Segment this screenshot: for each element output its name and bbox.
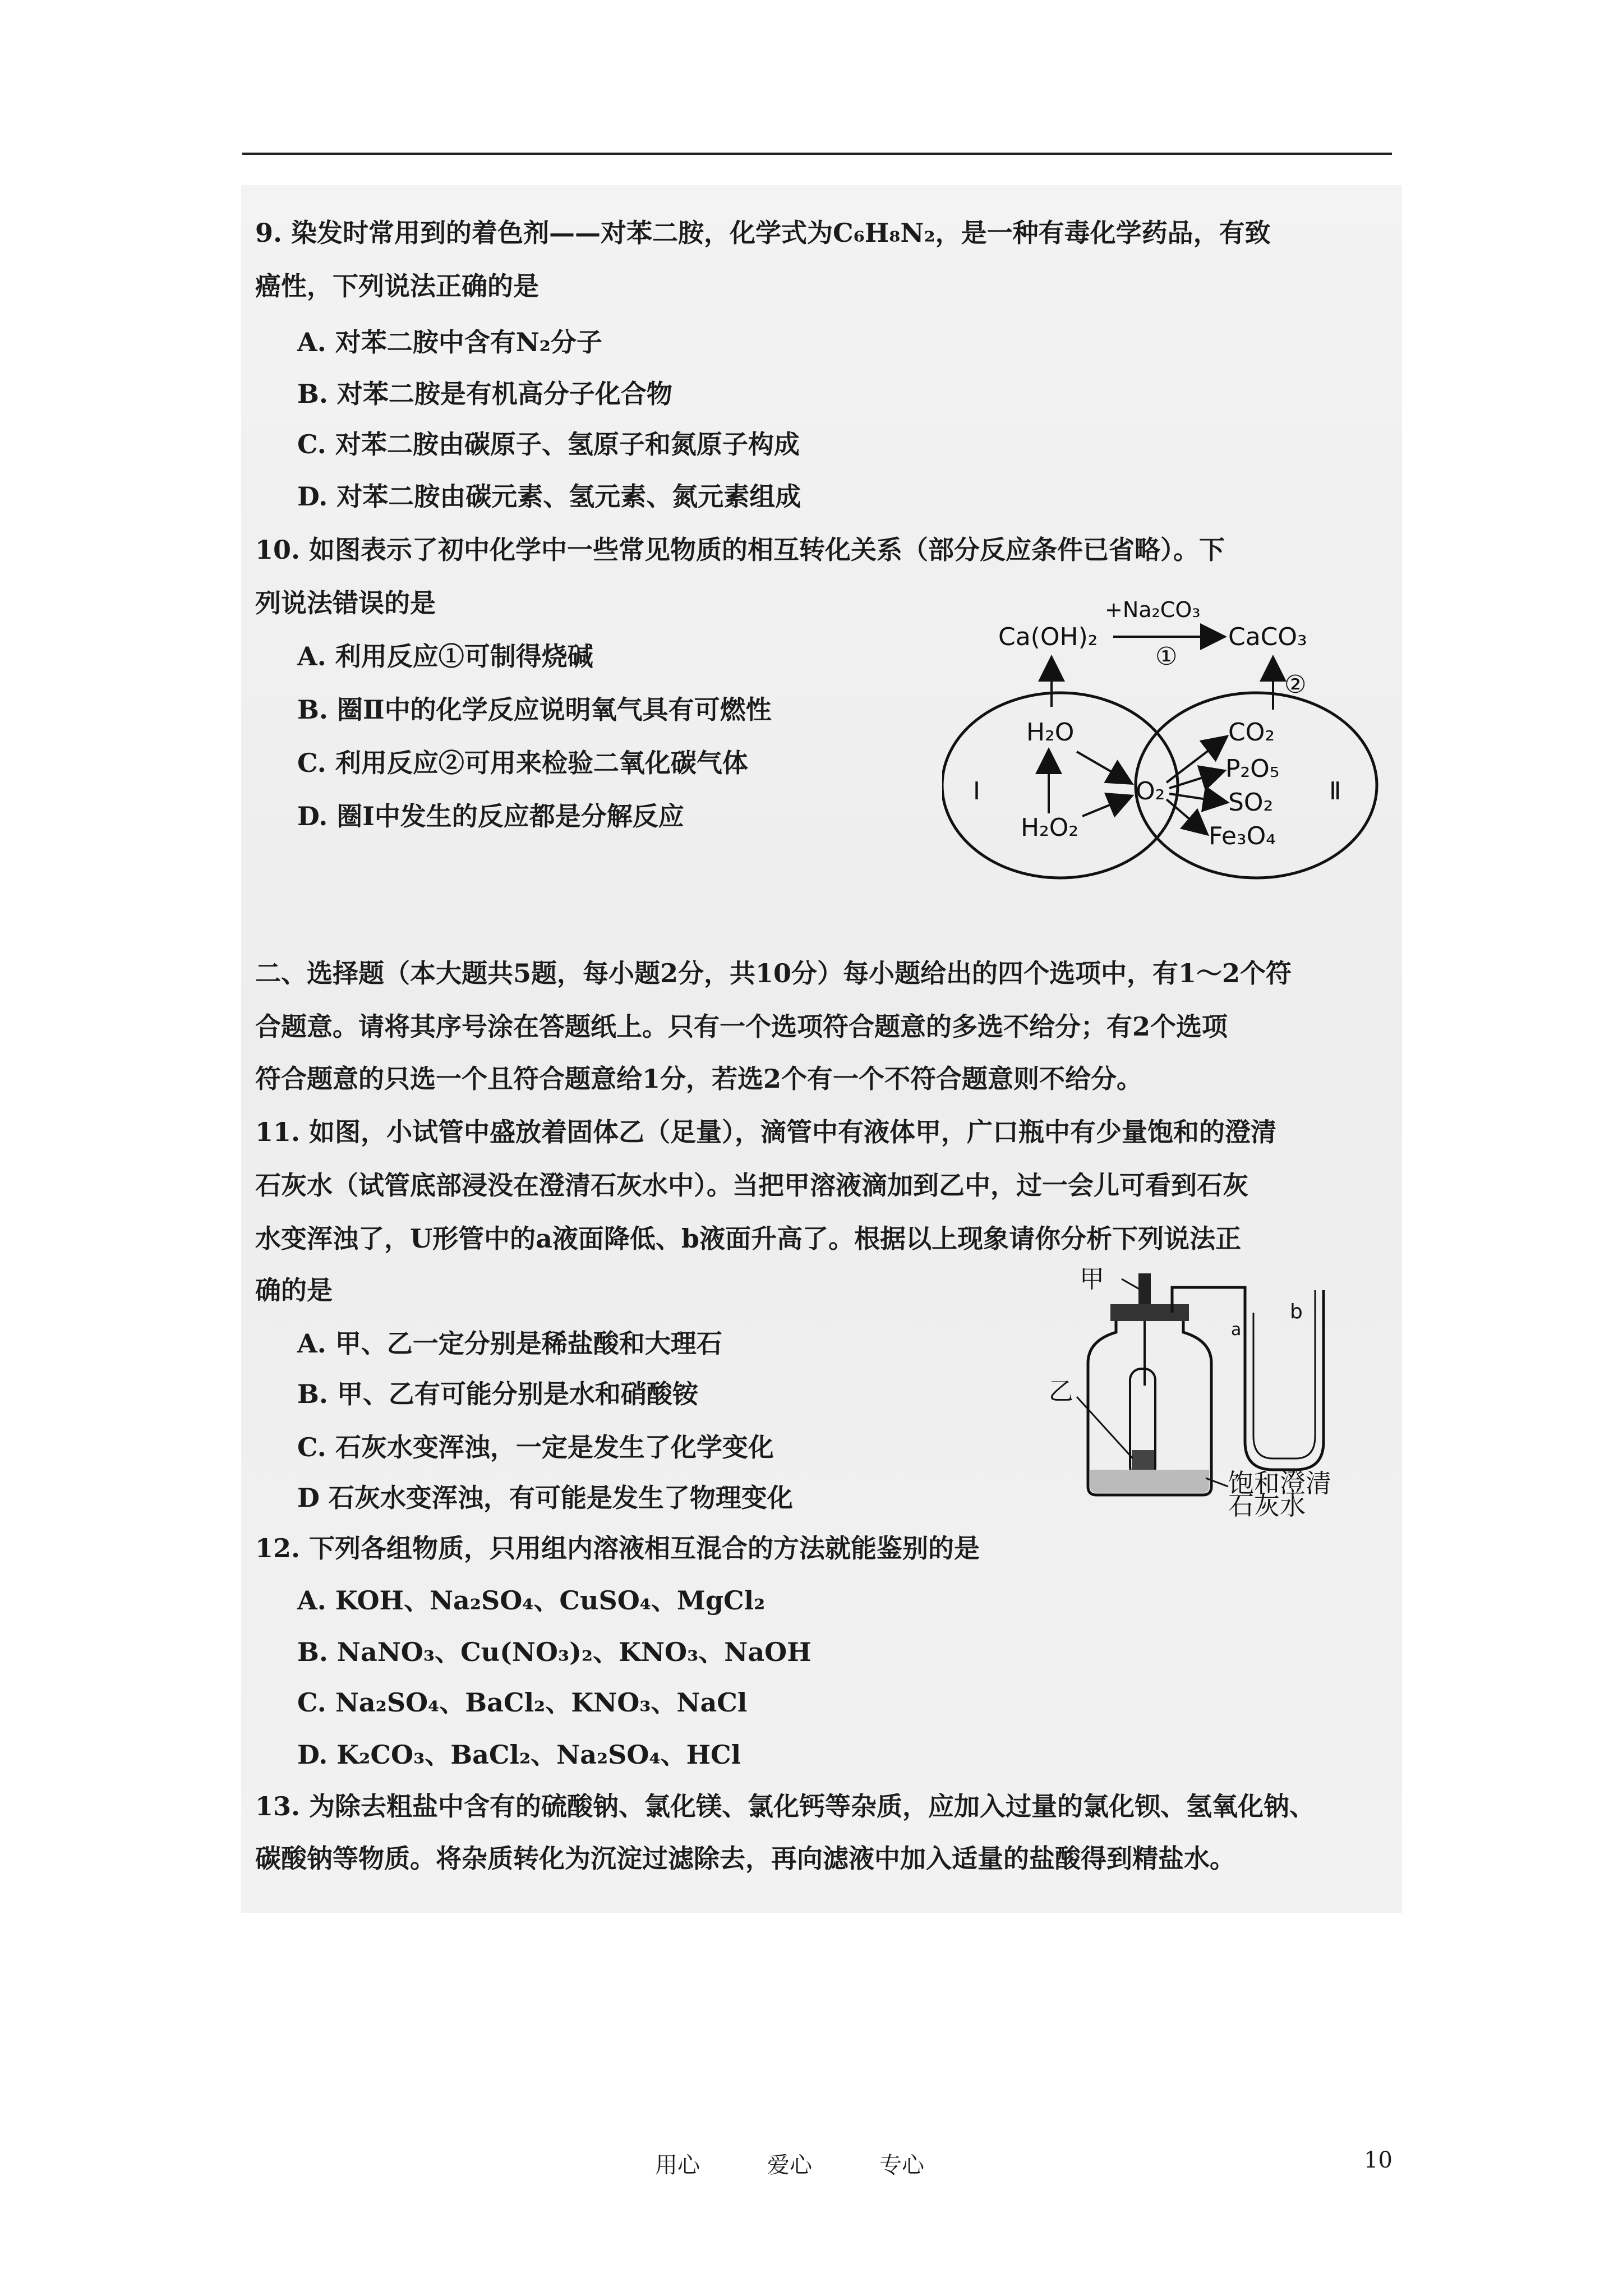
q11-option-c: C. 石灰水变浑浊，一定是发生了化学变化 [297, 1432, 774, 1462]
q13-line1: 13. 为除去粗盐中含有的硫酸钠、氯化镁、氯化钙等杂质，应加入过量的氯化钡、氢氧化钠、 [255, 1791, 1316, 1821]
footer-slogan-2: 爱心 [767, 2152, 812, 2178]
o2-label: O₂ [1136, 777, 1165, 806]
section2-line2: 合题意。请将其序号涂在答题纸上。只有一个选项符合题意的多选不给分；有2个选项 [255, 1011, 1228, 1042]
q11-line4: 确的是 [255, 1275, 333, 1305]
circle-two-label: Ⅱ [1329, 777, 1341, 806]
q11-line3: 水变浑浊了，U形管中的a液面降低、b液面升高了。根据以上现象请你分析下列说法正 [255, 1223, 1242, 1254]
reaction2-label: ② [1284, 670, 1307, 699]
q11-option-d: D 石灰水变浑浊，有可能是发生了物理变化 [297, 1483, 793, 1513]
q10-option-b: B. 圈Ⅱ中的化学反应说明氧气具有可燃性 [297, 694, 772, 725]
yi-pointer [1077, 1397, 1133, 1458]
p2o5-label: P₂O₅ [1225, 754, 1280, 783]
q10-line1: 10. 如图表示了初中化学中一些常见物质的相互转化关系（部分反应条件已省略）。下 [255, 535, 1225, 565]
q12-option-d: D. K₂CO₃、BaCl₂、Na₂SO₄、HCl [297, 1740, 741, 1770]
h2o2-label: H₂O₂ [1021, 813, 1078, 842]
jia-pointer [1122, 1279, 1141, 1290]
footer-slogan-1: 用心 [655, 2152, 700, 2178]
q12-option-c: C. Na₂SO₄、BaCl₂、KNO₃、NaCl [297, 1687, 748, 1718]
so2-label: SO₂ [1228, 788, 1274, 817]
q12-option-a: A. KOH、Na₂SO₄、CuSO₄、MgCl₂ [297, 1585, 766, 1616]
h2o-to-o2-arrow [1077, 752, 1130, 783]
fe3o4-label: Fe₃O₄ [1209, 822, 1276, 850]
bottle-stopper [1110, 1304, 1189, 1321]
header-rule [242, 153, 1392, 155]
q11-option-a: A. 甲、乙一定分别是稀盐酸和大理石 [297, 1328, 722, 1359]
section2-line3: 符合题意的只选一个且符合题意给1分，若选2个有一个不符合题意则不给分。 [255, 1064, 1143, 1094]
section2-line1: 二、选择题（本大题共5题，每小题2分，共10分）每小题给出的四个选项中，有1～2个符 [255, 958, 1292, 988]
q10-option-c: C. 利用反应②可用来检验二氧化碳气体 [297, 748, 748, 778]
level-a-label: a [1231, 1320, 1242, 1340]
q11-line1: 11. 如图，小试管中盛放着固体乙（足量），滴管中有液体甲，广口瓶中有少量饱和的澄清 [255, 1117, 1277, 1147]
o2-to-co2-arrow [1166, 738, 1225, 783]
q9-option-d: D. 对苯二胺由碳元素、氢元素、氮元素组成 [297, 481, 801, 512]
page-number: 10 [1364, 2147, 1393, 2173]
level-b-label: b [1290, 1300, 1303, 1323]
limewater-label-line2: 石灰水 [1228, 1490, 1306, 1520]
q10-option-a: A. 利用反应①可制得烧碱 [297, 641, 593, 671]
na2co3-label: +Na₂CO₃ [1105, 597, 1201, 622]
q10-conversion-diagram [942, 583, 1380, 886]
h2o-label: H₂O [1026, 718, 1075, 747]
q9-line2: 癌性，下列说法正确的是 [255, 271, 539, 301]
dropper-label-jia: 甲 [1080, 1265, 1104, 1294]
q9-option-a: A. 对苯二胺中含有N₂分子 [297, 327, 602, 357]
caco3-label: CaCO₃ [1228, 623, 1307, 651]
q11-option-b: B. 甲、乙有可能分别是水和硝酸铵 [297, 1379, 698, 1409]
footer-slogan-3: 专心 [879, 2152, 924, 2178]
reaction1-label: ① [1155, 642, 1178, 671]
q9-option-b: B. 对苯二胺是有机高分子化合物 [297, 379, 672, 409]
co2-label: CO₂ [1228, 718, 1275, 747]
solid-label-yi: 乙 [1049, 1377, 1073, 1406]
dropper-bulb [1138, 1273, 1151, 1307]
circle-one-label: Ⅰ [973, 777, 980, 806]
q10-line2: 列说法错误的是 [255, 588, 436, 618]
caoh2-label: Ca(OH)₂ [998, 623, 1098, 651]
h2o2-to-o2-arrow [1082, 797, 1130, 816]
u-tube-inner [1253, 1290, 1315, 1458]
q12-line1: 12. 下列各组物质，只用组内溶液相互混合的方法就能鉴别的是 [255, 1533, 980, 1563]
q11-line2: 石灰水（试管底部浸没在澄清石灰水中）。当把甲溶液滴加到乙中，过一会儿可看到石灰 [255, 1170, 1248, 1200]
q9-option-c: C. 对苯二胺由碳原子、氢原子和氮原子构成 [297, 429, 800, 459]
q9-line1: 9. 染发时常用到的着色剂——对苯二胺，化学式为C₆H₈N₂，是一种有毒化学药品，有致 [255, 218, 1271, 248]
q13-line2: 碳酸钠等物质。将杂质转化为沉淀过滤除去，再向滤液中加入适量的盐酸得到精盐水。 [255, 1843, 1235, 1874]
q12-option-b: B. NaNO₃、Cu(NO₃)₂、KNO₃、NaOH [297, 1637, 811, 1667]
q10-option-d: D. 圈Ⅰ中发生的反应都是分解反应 [297, 801, 684, 831]
q11-apparatus-diagram [1043, 1257, 1391, 1520]
limewater-label-line1: 饱和澄清 [1228, 1468, 1331, 1498]
limewater-liquid [1090, 1470, 1209, 1493]
